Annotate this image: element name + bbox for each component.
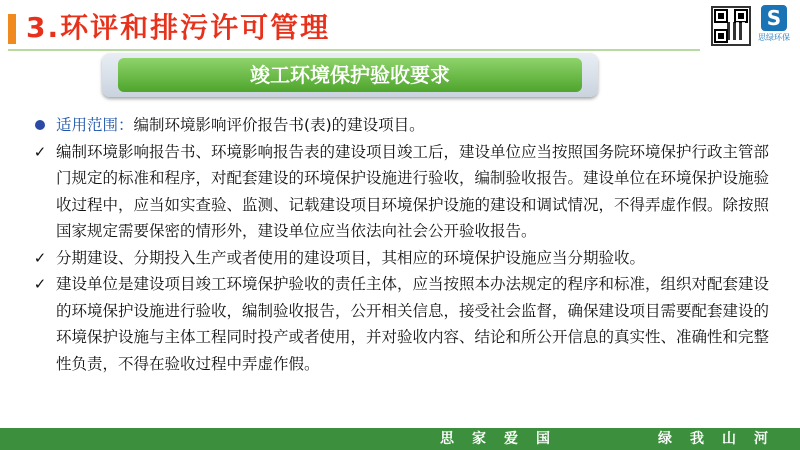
page-title: 3.环评和排污许可管理: [26, 11, 331, 44]
scope-label: 适用范围：: [56, 116, 134, 134]
scope-text: 编制环境影响评价报告书(表)的建设项目。: [133, 116, 425, 134]
qr-code-icon: [711, 6, 751, 46]
logo-mark-icon: S: [761, 5, 787, 31]
company-logo: [755, 5, 793, 45]
header-divider: [8, 49, 700, 51]
list-item: [30, 139, 780, 245]
list-item-text: 编制环境影响报告书、环境影响报告表的建设项目竣工后，建设单位应当按照国务院环境保护行政主管部门规定的标准和程序，对配套建设的环境保护设施进行验收，编制验收报告。建设单位在环境保护设施验收过程中，应当如实查验、监测、记载建设项目环境保护设施的建设和调试情况，不得弄虚作假。除按照国家规定需要保密的情形外，建设单位应当依法向社会公开验收报告。: [56, 142, 770, 240]
title-accent-bar: [8, 14, 16, 44]
list-item: [30, 245, 780, 272]
bullet-dot-icon: [30, 112, 50, 139]
scope-item: [30, 112, 780, 139]
footer-bar: [0, 428, 800, 450]
list-item-text: 建设单位是建设项目竣工环境保护验收的责任主体，应当按照本办法规定的程序和标准，组织对配套建设的环境保护设施进行验收，编制验收报告，公开相关信息，接受社会监督，确保建设项目需要配套建设的环境保护设施与主体工程同时投产或者使用，并对验收内容、结论和所公开信息的真实性、准确性和完整性负责，不得在验收过程中弄虚作假。: [56, 275, 770, 373]
logo-text: 思绿环保: [758, 33, 790, 42]
checkmark-icon: ✓: [33, 248, 47, 267]
checkmark-icon: ✓: [33, 275, 47, 293]
section-title: 竣工环境保护验收要求: [118, 58, 582, 92]
content-body: [30, 112, 780, 377]
list-item: [30, 271, 780, 377]
list-item-text: 分期建设、分期投入生产或者使用的建设项目，其相应的环境保护设施应当分期验收。: [56, 248, 646, 267]
checkmark-icon: ✓: [33, 142, 47, 161]
footer-slogan-right: 绿我山河: [658, 431, 786, 447]
footer-slogan-left: 思家爱国: [440, 431, 568, 447]
